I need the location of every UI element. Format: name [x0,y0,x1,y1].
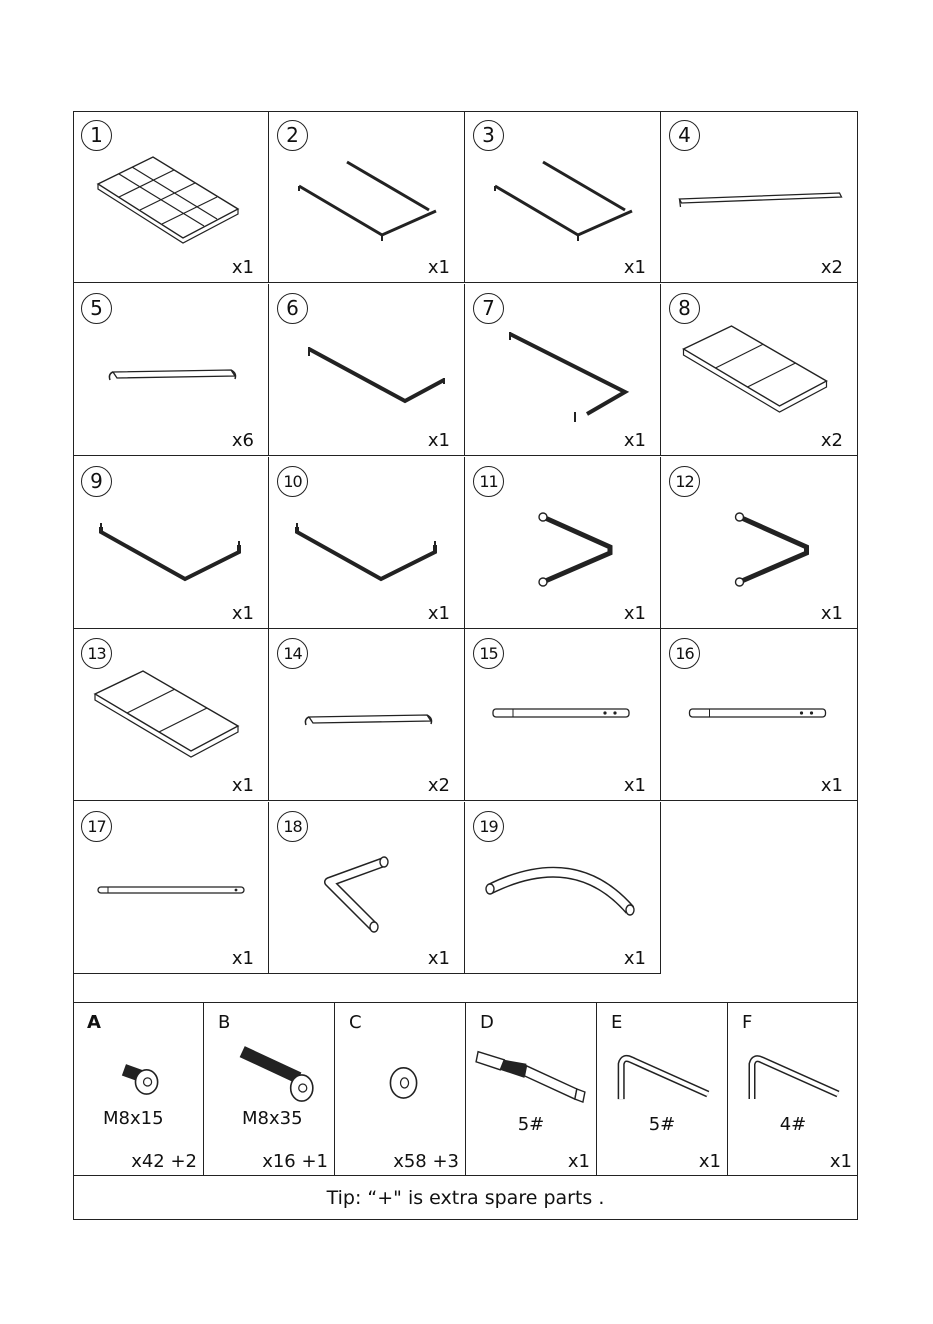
parts-sheet [73,111,858,1220]
part-number: 18 [277,811,308,842]
part-cell-14 [269,629,465,801]
hardware-letter: C [349,1012,362,1033]
part-quantity: x1 [820,603,843,624]
part-quantity: x1 [427,430,450,451]
part-number: 6 [277,293,308,324]
part-number: 9 [81,466,112,497]
part-number: 19 [473,811,504,842]
part-number: 10 [277,466,308,497]
hardware-size: M8x15 [103,1108,164,1129]
part-quantity: x1 [427,257,450,278]
part-number: 5 [81,293,112,324]
part-number: 1 [81,120,112,151]
hardware-size: 5# [648,1114,676,1135]
part-cell-2 [269,111,465,283]
part-cell-6 [269,284,465,456]
part-quantity: x1 [623,430,646,451]
part-number: 8 [669,293,700,324]
part-cell-7 [465,284,661,456]
part-number: 17 [81,811,112,842]
hardware-letter: D [480,1012,494,1033]
part-cell-15 [465,629,661,801]
part-quantity: x1 [427,948,450,969]
hardware-quantity: x58 +3 [393,1151,459,1172]
part-quantity: x2 [820,430,843,451]
part-quantity: x1 [427,603,450,624]
hardware-cell-f [728,1002,858,1176]
hardware-quantity: x16 +1 [262,1151,328,1172]
hardware-cell-c [335,1002,466,1176]
hardware-cell-e [597,1002,728,1176]
part-quantity: x1 [623,775,646,796]
part-cell-3 [465,111,661,283]
part-cell-1 [73,111,269,283]
part-number: 11 [473,466,504,497]
part-cell-18 [269,802,465,974]
part-cell-17 [73,802,269,974]
part-cell-8 [661,284,858,456]
hardware-letter: F [742,1012,753,1033]
part-number: 14 [277,638,308,669]
part-cell-19 [465,802,661,974]
hardware-cell-b [204,1002,335,1176]
hardware-letter: E [611,1012,623,1033]
part-quantity: x2 [427,775,450,796]
hardware-cell-d [466,1002,597,1176]
part-number: 12 [669,466,700,497]
hardware-cell-a [73,1002,204,1176]
part-number: 4 [669,120,700,151]
part-quantity: x2 [820,257,843,278]
part-quantity: x1 [231,257,254,278]
hardware-letter: A [87,1012,101,1033]
part-number: 13 [81,638,112,669]
hardware-quantity: x1 [567,1151,590,1172]
part-quantity: x1 [623,257,646,278]
part-quantity: x1 [820,775,843,796]
hardware-size: 4# [779,1114,807,1135]
part-number: 16 [669,638,700,669]
part-cell-13 [73,629,269,801]
part-cell-11 [465,457,661,629]
part-cell-10 [269,457,465,629]
part-cell-5 [73,284,269,456]
hardware-quantity: x1 [829,1151,852,1172]
tip-text: Tip: “+" is extra spare parts . [326,1187,605,1209]
part-quantity: x1 [231,603,254,624]
hardware-quantity: x42 +2 [131,1151,197,1172]
hardware-size: 5# [517,1114,545,1135]
part-number: 15 [473,638,504,669]
part-quantity: x1 [231,948,254,969]
part-number: 3 [473,120,504,151]
part-quantity: x1 [623,603,646,624]
hardware-letter: B [218,1012,231,1033]
part-cell-12 [661,457,858,629]
part-quantity: x1 [623,948,646,969]
part-quantity: x6 [231,430,254,451]
part-number: 7 [473,293,504,324]
part-number: 2 [277,120,308,151]
part-cell-4 [661,111,858,283]
part-quantity: x1 [231,775,254,796]
hardware-quantity: x1 [698,1151,721,1172]
hardware-size: M8x35 [242,1108,303,1129]
part-cell-16 [661,629,858,801]
part-cell-9 [73,457,269,629]
